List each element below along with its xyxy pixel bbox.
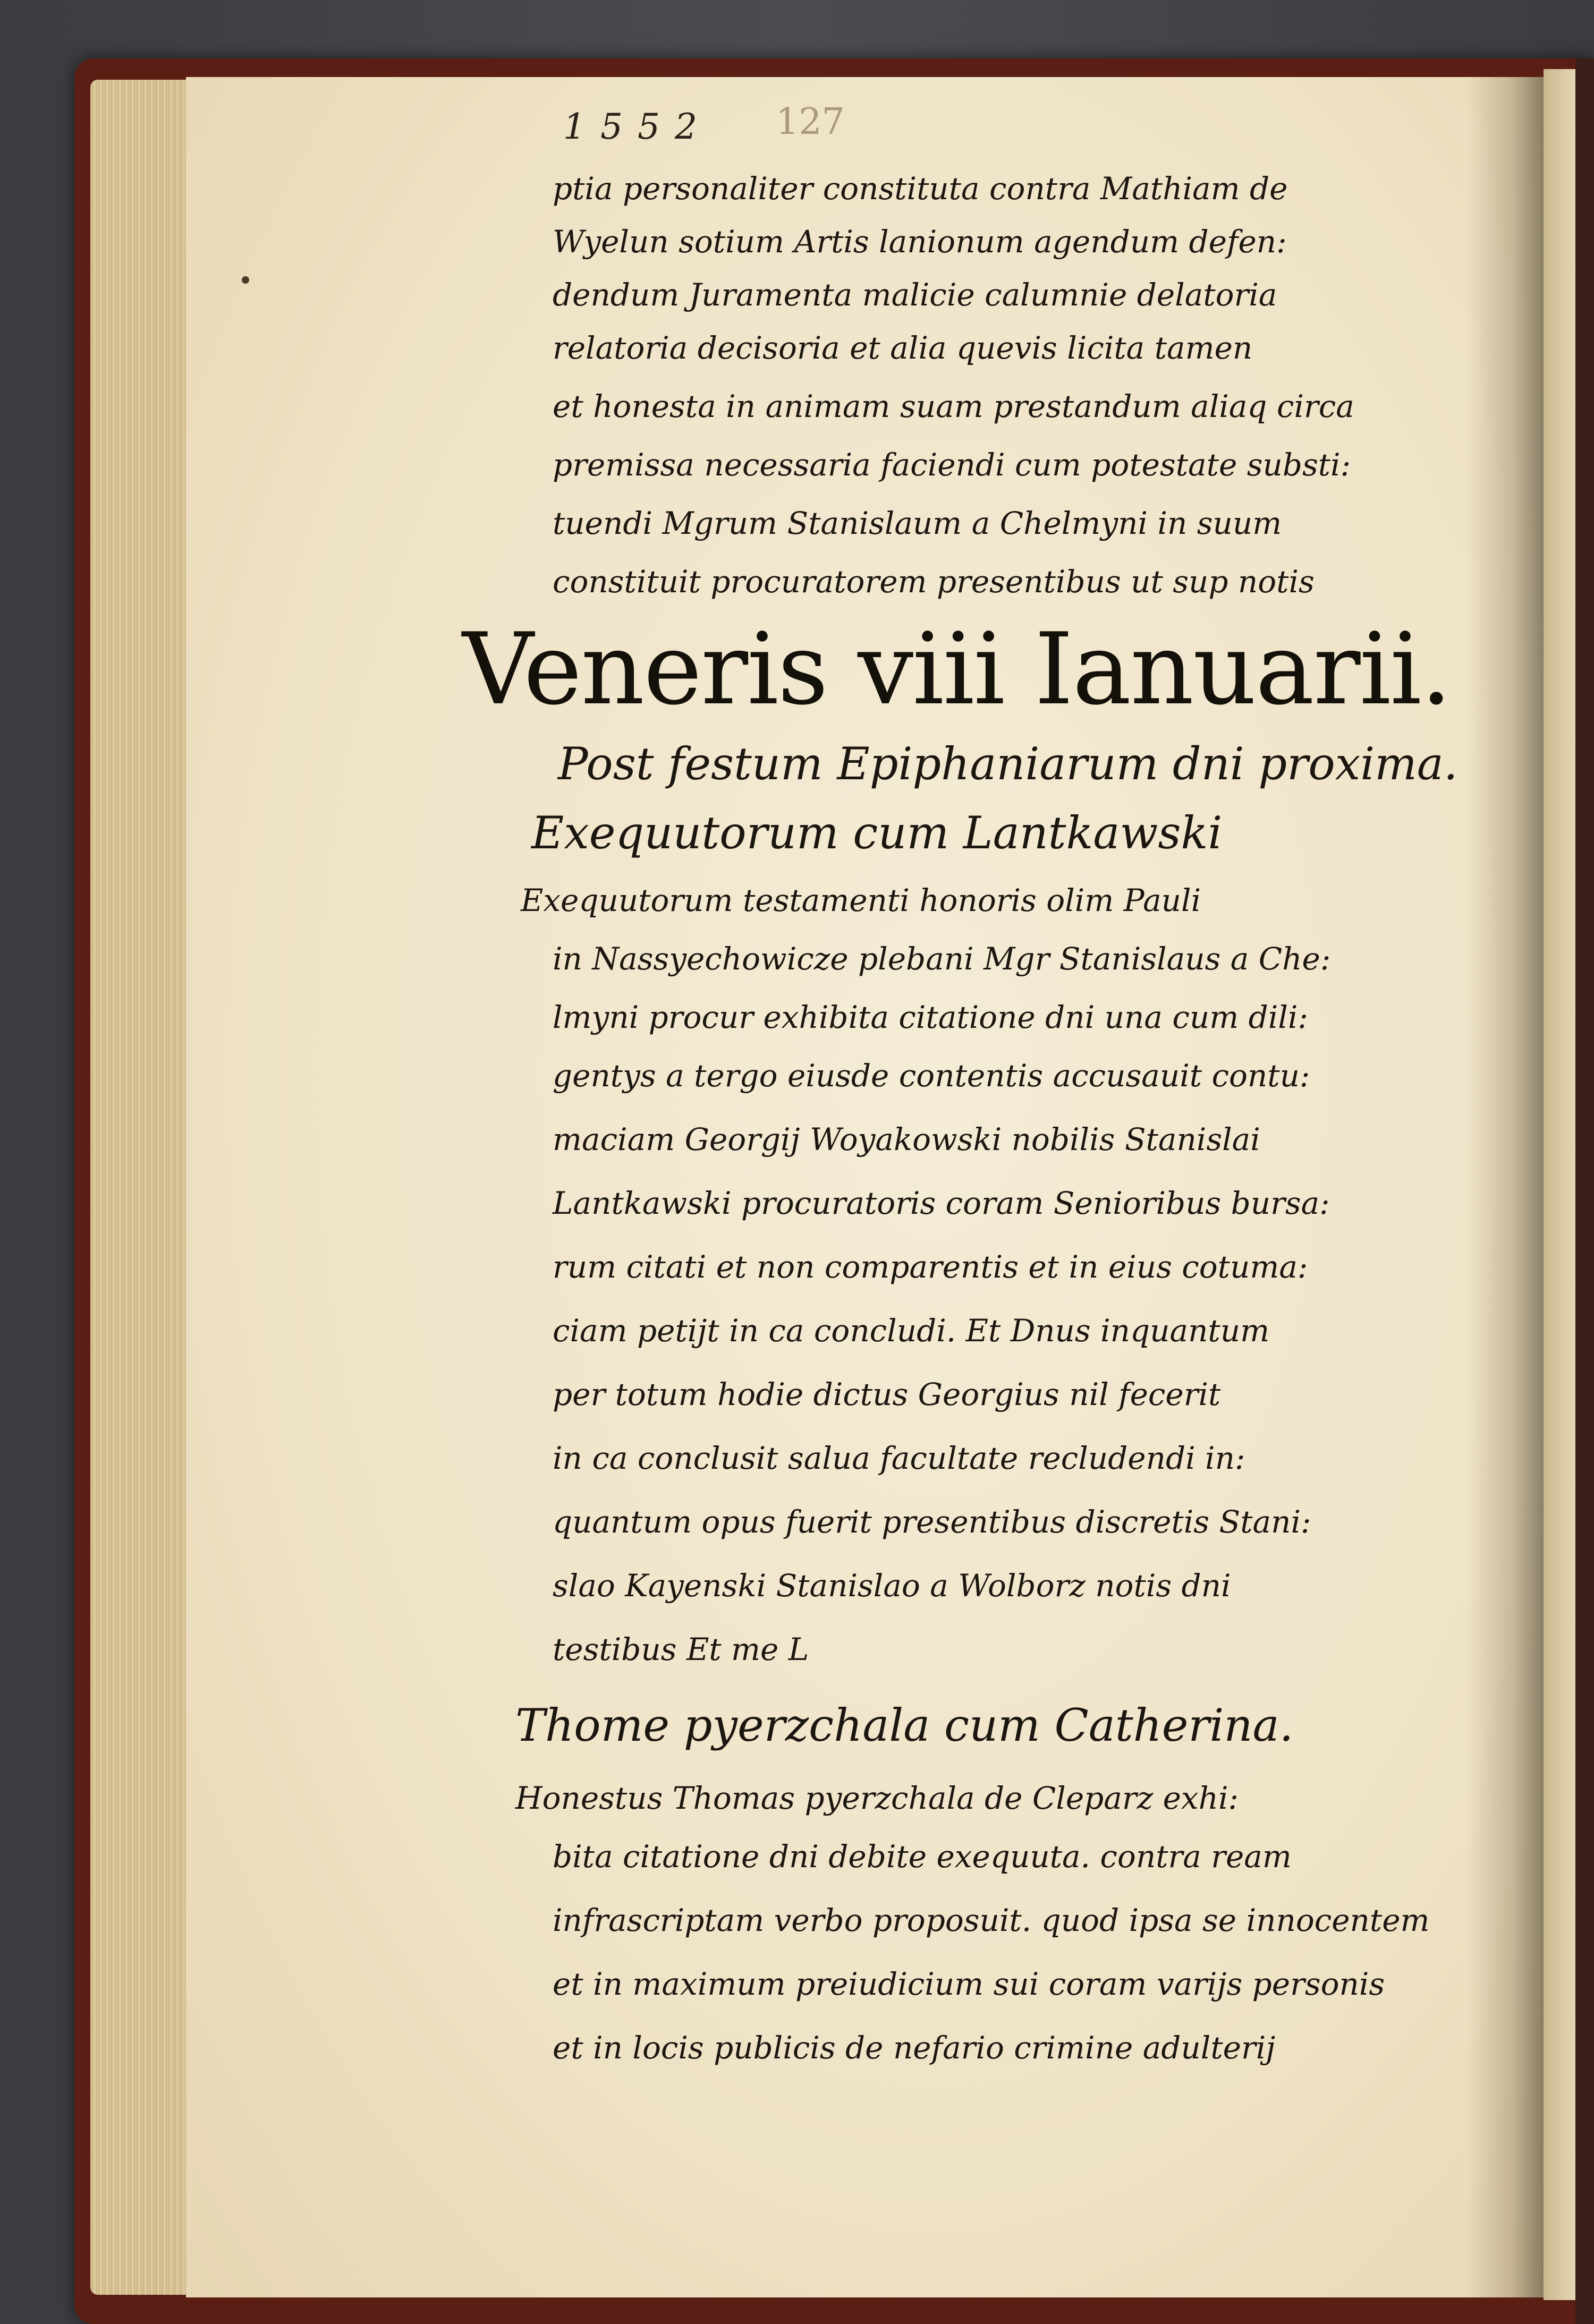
text-line: tuendi Mgrum Stanislaum a Chelmyni in suum — [553, 505, 1282, 541]
text-line: per totum hodie dictus Georgius nil fecerit — [553, 1376, 1221, 1412]
text-line: quantum opus fuerit presentibus discretis Stani: — [553, 1504, 1311, 1540]
text-line: constituit procuratorem presentibus ut sup notis — [553, 564, 1315, 600]
text-line: relatoria decisoria et alia quevis licita tamen — [553, 330, 1253, 366]
text-line: Exequutorum testamenti honoris olim Pauli — [521, 882, 1201, 918]
text-line: bita citatione dni debite exequuta. contra ream — [553, 1838, 1292, 1875]
date-heading: Veneris viii Ianuarii. — [462, 611, 1451, 727]
text-line: Honestus Thomas pyerzchala de Cleparz exhi: — [515, 1780, 1239, 1816]
gutter-shadow — [1466, 77, 1544, 2297]
text-line: Wyelun sotium Artis lanionum agendum defen: — [553, 224, 1287, 260]
folio-number: 127 — [776, 101, 845, 143]
text-line: dendum Juramenta malicie calumnie delatoria — [553, 277, 1277, 313]
entry-title: Thome pyerzchala cum Catherina. — [515, 1699, 1294, 1751]
text-line: lmyni procur exhibita citatione dni una cum dili: — [553, 999, 1308, 1035]
spine-edge — [1575, 58, 1594, 2324]
text-line: slao Kayenski Stanislao a Wolborz notis dni — [553, 1568, 1231, 1604]
text-line: infrascriptam verbo proposuit. quod ipsa se innocentem — [553, 1902, 1430, 1938]
text-line: rum citati et non comparentis et in eius cotuma: — [553, 1249, 1308, 1285]
text-line: et in locis publicis de nefario crimine adulterij — [553, 2030, 1276, 2066]
text-line: ciam petijt in ca concludi. Et Dnus inquantum — [553, 1313, 1270, 1349]
facing-page-edge — [1544, 69, 1575, 2300]
date-subheading: Post festum Epiphaniarum dni proxima. — [558, 738, 1458, 790]
text-line: Lantkawski procuratoris coram Senioribus bursa: — [553, 1185, 1330, 1221]
ink-dot — [242, 276, 249, 284]
text-line: in Nassyechowicze plebani Mgr Stanislaus a Che: — [553, 941, 1331, 977]
text-line: ptia personaliter constituta contra Mathiam de — [553, 171, 1288, 207]
text-line: premissa necessaria faciendi cum potestate substi: — [553, 447, 1351, 483]
text-line: gentys a tergo eiusde contentis accusauit contu: — [553, 1058, 1310, 1094]
folio-year: 1552 — [563, 106, 712, 147]
text-line: maciam Georgij Woyakowski nobilis Stanislai — [553, 1121, 1260, 1157]
entry-title: Exequutorum cum Lantkawski — [531, 807, 1223, 859]
text-line: et honesta in animam suam prestandum aliaq circa — [553, 388, 1354, 424]
text-line: testibus Et me L — [553, 1631, 809, 1667]
page-edges — [90, 80, 191, 2295]
text-line: et in maximum preiudicium sui coram varijs personis — [553, 1966, 1385, 2002]
text-line: in ca conclusit salua facultate recludendi in: — [553, 1440, 1245, 1476]
